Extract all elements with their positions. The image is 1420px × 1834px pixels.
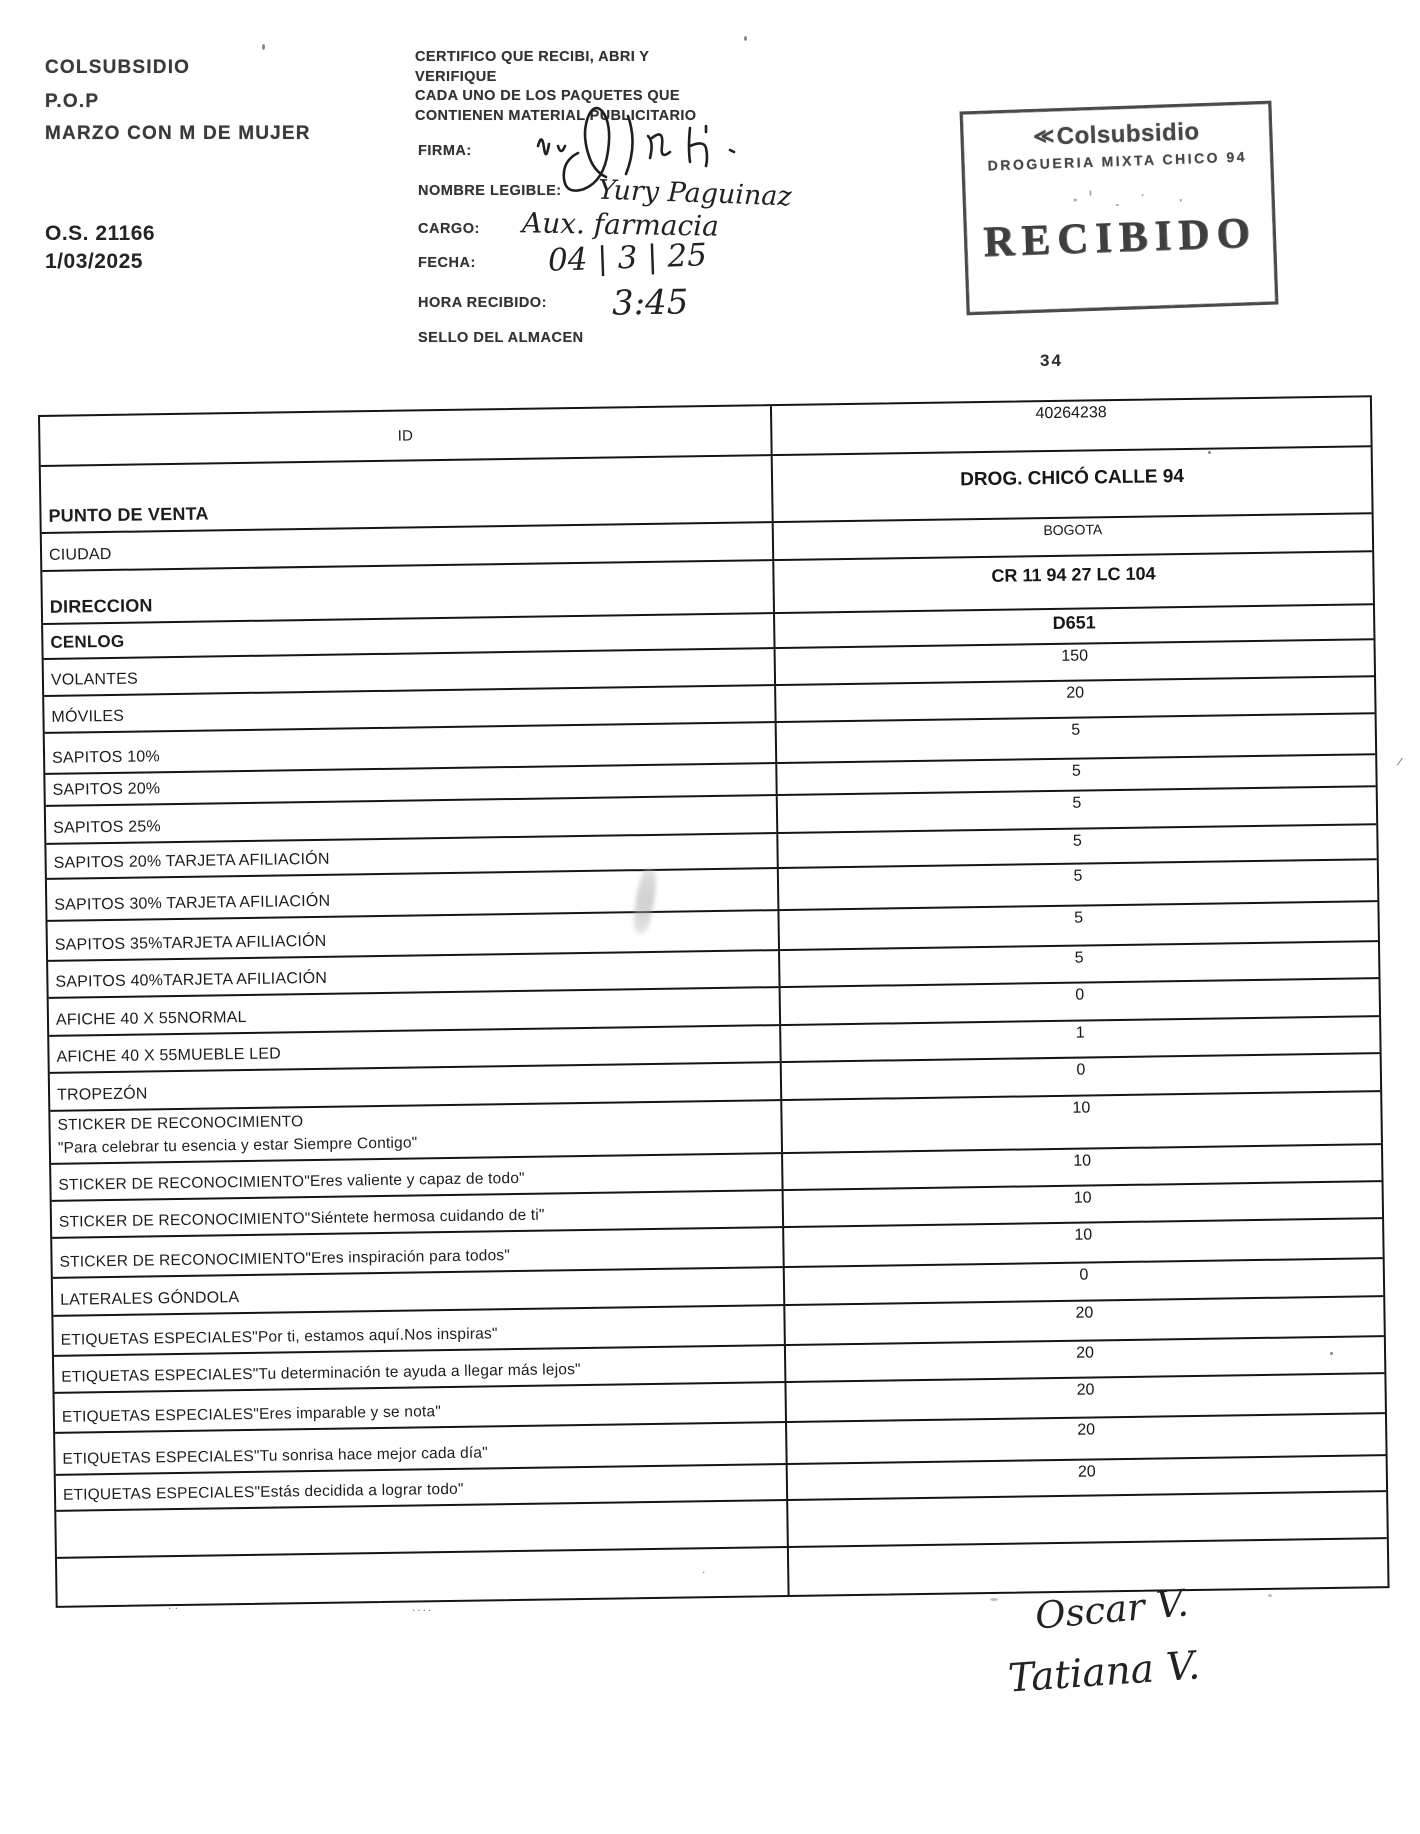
row-label: STICKER DE RECONOCIMIENTO"Eres inspiración para todos": [59, 1247, 511, 1271]
signature-oscar: Oscar V.: [1033, 1581, 1191, 1638]
row-value: 5: [1074, 949, 1084, 967]
recibido-stamp: [960, 101, 1279, 316]
row-value: 150: [1061, 647, 1089, 665]
row-label: TROPEZÓN: [56, 1085, 148, 1104]
row-value: 0: [1075, 986, 1085, 1004]
row-value-cell: [782, 1054, 1380, 1099]
row-label: SAPITOS 25%: [53, 818, 161, 837]
row-label: STICKER DE RECONOCIMIENTO: [57, 1113, 304, 1134]
row-value: 10: [1074, 1226, 1093, 1244]
row-value: 40264238: [1035, 404, 1107, 423]
row-value: 10: [1072, 1099, 1091, 1117]
scan-speck: [1268, 1594, 1272, 1597]
row-value-cell: [777, 714, 1376, 762]
row-value-cell: [779, 860, 1378, 909]
row-value: 10: [1073, 1152, 1092, 1170]
fecha-label: FECHA:: [418, 255, 476, 271]
row-label: SAPITOS 10%: [51, 748, 160, 767]
row-label: SAPITOS 40%TARJETA AFILIACIÓN: [55, 969, 328, 991]
row-value-cell: [781, 979, 1379, 1024]
row-value: 10: [1073, 1189, 1092, 1207]
row-value: 20: [1077, 1421, 1096, 1439]
row-value-cell: [787, 1414, 1386, 1463]
row-value-cell: [782, 1092, 1381, 1152]
cargo-handwritten-value: Aux. farmacia: [521, 206, 720, 243]
table-body: [40, 397, 1387, 1606]
row-label: DIRECCION: [49, 595, 153, 617]
row-label: ID: [397, 426, 414, 445]
row-value-cell: [783, 1145, 1381, 1189]
row-value: 20: [1076, 1381, 1095, 1399]
order-date: 1/03/2025: [45, 250, 143, 273]
row-value-cell: [785, 1297, 1383, 1344]
row-label: STICKER DE RECONOCIMIENTO"Eres valiente y capaz de todo": [58, 1169, 525, 1194]
row-label: CIUDAD: [48, 545, 112, 564]
row-value: 20: [1075, 1304, 1094, 1322]
delivery-table: [38, 395, 1390, 1608]
row-label: VOLANTES: [50, 670, 139, 689]
scan-speck: . .: [168, 1598, 179, 1612]
hora-label: HORA RECIBIDO:: [418, 295, 547, 311]
row-value-cell: [774, 514, 1372, 559]
row-label-cell: [57, 1548, 790, 1606]
scan-speck: [1208, 451, 1211, 454]
row-label: SAPITOS 20%: [52, 780, 161, 799]
row-value-cell: [784, 1182, 1382, 1226]
row-label-cell: [56, 1501, 789, 1557]
company-name: COLSUBSIDIO: [45, 57, 191, 78]
scan-speck: [262, 44, 265, 50]
row-label: AFICHE 40 X 55MUEBLE LED: [56, 1045, 282, 1066]
row-value-cell: [784, 1219, 1382, 1266]
certify-line: VERIFIQUE: [415, 68, 497, 85]
row-value: 20: [1075, 1344, 1095, 1362]
row-label: SAPITOS 35%TARJETA AFILIACIÓN: [54, 932, 327, 954]
row-label: ETIQUETAS ESPECIALES"Eres imparable y se nota": [61, 1403, 442, 1426]
row-value: 5: [1072, 832, 1083, 850]
row-label: PUNTO DE VENTA: [48, 503, 209, 526]
nombre-label: NOMBRE LEGIBLE:: [418, 183, 562, 199]
firma-label: FIRMA:: [418, 143, 472, 159]
row-value: 5: [1073, 867, 1083, 885]
row-value: DROG. CHICÓ CALLE 94: [960, 466, 1185, 491]
row-value-cell: [789, 1539, 1388, 1595]
row-label: ETIQUETAS ESPECIALES"Tu sonrisa hace mejor cada día": [62, 1444, 489, 1468]
colsubsidio-logo-icon: ≪: [1032, 125, 1056, 148]
row-value: 5: [1071, 721, 1081, 739]
nombre-handwritten-value: Yury Paguinaz: [597, 174, 793, 213]
scan-speck: /: [1395, 754, 1404, 770]
row-value-cell: [776, 677, 1374, 721]
order-number: O.S. 21166: [45, 222, 156, 245]
row-label: AFICHE 40 X 55NORMAL: [55, 1008, 247, 1029]
row-value: 5: [1071, 762, 1081, 780]
certify-line: CONTIENEN MATERIAL PUBLICITARIO: [415, 107, 697, 124]
scan-speck: [744, 36, 747, 41]
row-value: 20: [1066, 684, 1085, 702]
row-label: SAPITOS 20% TARJETA AFILIACIÓN: [53, 850, 330, 872]
sello-label: SELLO DEL ALMACEN: [418, 330, 584, 346]
row-value-cell: [780, 942, 1378, 986]
row-label-line2: "Para celebrar tu esencia y estar Siempre Contigo": [57, 1134, 418, 1157]
row-label-cell: [42, 561, 775, 623]
scan-speck: ....: [412, 1600, 434, 1614]
scan-speck: [1330, 1352, 1333, 1355]
row-value: 20: [1077, 1463, 1096, 1481]
stamp-recibido-text: RECIBIDO: [982, 209, 1258, 266]
stamp-brand-text: Colsubsidio: [1056, 118, 1200, 151]
row-value-cell: [778, 787, 1376, 832]
row-label-cell: [41, 456, 774, 532]
row-value-cell: [781, 1017, 1379, 1061]
row-value-cell: [774, 552, 1373, 612]
row-label: ETIQUETAS ESPECIALES"Por ti, estamos aquí.Nos inspiras": [60, 1325, 498, 1349]
row-value-cell: [779, 902, 1377, 949]
fecha-handwritten-value: 04 | 3 | 25: [547, 237, 708, 279]
row-label: LATERALES GÓNDOLA: [60, 1289, 240, 1309]
row-value: 1: [1075, 1024, 1085, 1042]
row-value: 5: [1072, 794, 1082, 812]
row-value-cell: [773, 447, 1372, 521]
scan-speck: .: [702, 1562, 706, 1576]
row-label: MÓVILES: [51, 707, 125, 726]
certify-line: CADA UNO DE LOS PAQUETES QUE: [415, 88, 680, 104]
cargo-label: CARGO:: [418, 221, 480, 237]
hora-handwritten-value: 3:45: [611, 282, 689, 324]
row-value: 0: [1076, 1061, 1086, 1079]
row-label-cell: [40, 406, 773, 465]
row-value: D651: [1052, 612, 1096, 633]
campaign-pop: P.O.P: [45, 91, 100, 112]
row-value: 5: [1073, 909, 1084, 927]
row-label-cell: [50, 1101, 783, 1163]
row-value: CR 11 94 27 LC 104: [991, 563, 1156, 586]
row-value-cell: [772, 397, 1371, 454]
row-value-cell: [785, 1259, 1383, 1304]
certify-line: CERTIFICO QUE RECIBI, ABRI Y: [415, 49, 650, 65]
row-value-cell: [786, 1374, 1384, 1421]
page-number: 34: [1040, 351, 1063, 370]
row-label: ETIQUETAS ESPECIALES"Tu determinación te ayuda a llegar más lejos": [61, 1361, 581, 1386]
row-label: ETIQUETAS ESPECIALES"Estás decidida a lograr todo": [62, 1480, 464, 1504]
row-label: CENLOG: [50, 631, 125, 652]
row-value-cell: [788, 1492, 1387, 1546]
scan-speck: [990, 1598, 998, 1601]
campaign-name: MARZO CON M DE MUJER: [45, 123, 311, 144]
row-value-cell: [776, 640, 1374, 684]
row-label: SAPITOS 30% TARJETA AFILIACIÓN: [54, 892, 331, 914]
row-label: STICKER DE RECONOCIMIENTO"Siéntete hermosa cuidando de ti": [58, 1206, 545, 1231]
signature-tatiana: Tatiana V.: [1006, 1643, 1202, 1702]
row-value-cell: [786, 1337, 1384, 1381]
row-value: BOGOTA: [1043, 521, 1103, 539]
stamp-store-line: DROGUERIA MIXTA CHICO 94: [987, 148, 1248, 174]
row-value: 0: [1079, 1266, 1089, 1284]
